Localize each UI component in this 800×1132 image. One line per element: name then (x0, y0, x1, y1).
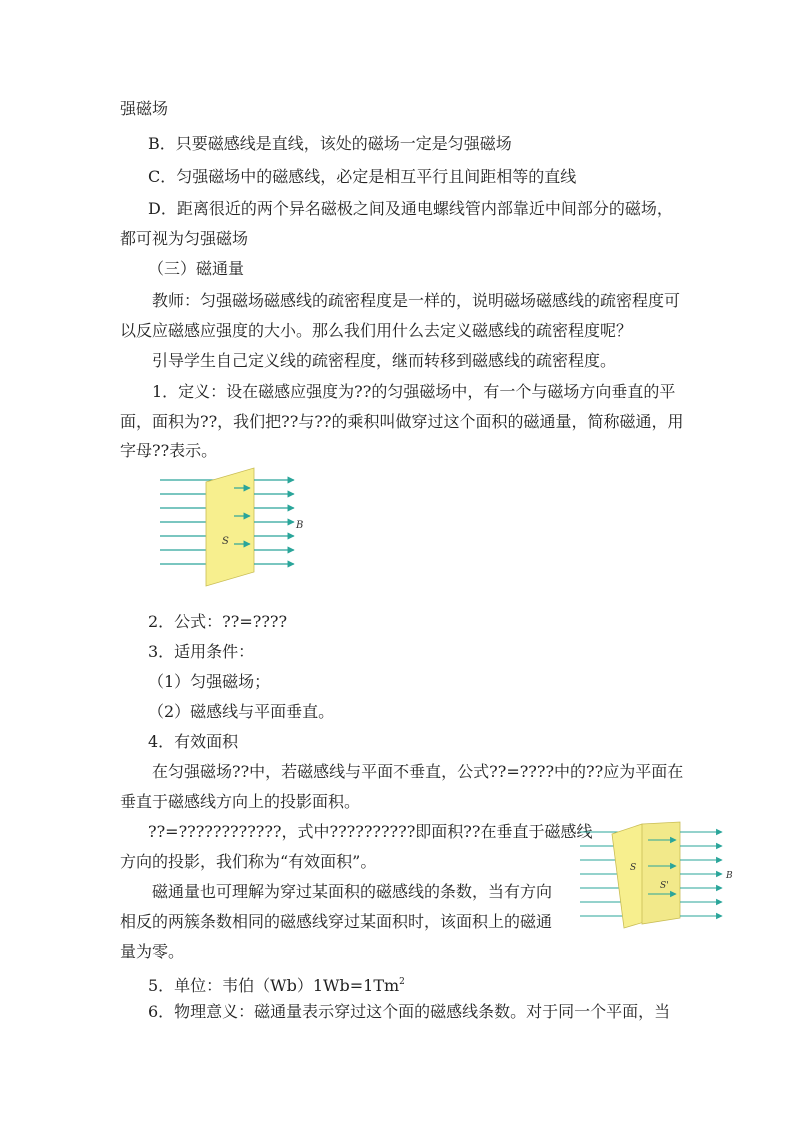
text-line: 3．适用条件： (148, 642, 255, 661)
field-label: B (296, 520, 304, 531)
unit-text: 5．单位：韦伯（Wb）1Wb=1Tm (148, 976, 400, 995)
definition-line: 字母??表示。 (120, 441, 218, 460)
subheading: 4．有效面积 (148, 732, 239, 751)
surface-label: S (222, 536, 229, 547)
option-b: B．只要磁感线是直线，该处的磁场一定是匀强磁场 (148, 134, 512, 153)
section-heading: （三）磁通量 (148, 259, 245, 278)
flux-figure-perpendicular (150, 464, 310, 592)
formula-line: 2．公式：??=???? (148, 612, 288, 631)
text-line: 6．物理意义：磁通量表示穿过这个面的磁感线条数。对于同一个平面，当 (148, 1002, 671, 1021)
text-line: 方向的投影，我们称为“有效面积”。 (120, 852, 377, 871)
unit-exponent: 2 (399, 977, 405, 987)
text-line: ??=????????????，式中??????????即面积??在垂直于磁感线 (148, 822, 593, 841)
text-line: 引导学生自己定义线的疏密程度，继而转移到磁感线的疏密程度。 (152, 351, 617, 370)
surface-label: S (630, 863, 637, 873)
text-line: 在匀强磁场??中，若磁感线与平面不垂直，公式??=????中的??应为平面在 (152, 762, 684, 781)
text-line: 教师：匀强磁场磁感线的疏密程度是一样的，说明磁场磁感线的疏密程度可 (152, 291, 681, 310)
text-line: 强磁场 (120, 99, 169, 118)
condition-1: （1）匀强磁场； (148, 672, 271, 691)
field-label: B (726, 871, 733, 881)
text-line: 量为零。 (120, 942, 185, 961)
text-line: 都可视为匀强磁场 (120, 229, 249, 248)
option-d: D．距离很近的两个异名磁极之间及通电螺线管内部靠近中间部分的磁场， (148, 199, 673, 218)
definition-line: 面，面积为??，我们把??与??的乘积叫做穿过这个面积的磁通量，简称磁通，用 (120, 412, 684, 431)
unit-line (148, 972, 405, 996)
text-line: 垂直于磁感线方向上的投影面积。 (120, 792, 361, 811)
text-line: 磁通量也可理解为穿过某面积的磁感线的条数，当有方向 (152, 882, 553, 901)
condition-2: （2）磁感线与平面垂直。 (148, 702, 335, 721)
definition-line: 1．定义：设在磁感应强度为??的匀强磁场中，有一个与磁场方向垂直的平 (152, 382, 676, 401)
flux-figure-oblique (572, 820, 740, 930)
projection-label: S' (660, 881, 669, 891)
text-line: 以反应磁感应强度的大小。那么我们用什么去定义磁感线的疏密程度呢？ (120, 321, 633, 340)
text-line: 相反的两簇条数相同的磁感线穿过某面积时，该面积上的磁通 (120, 912, 553, 931)
option-c: C．匀强磁场中的磁感线，必定是相互平行且间距相等的直线 (148, 167, 577, 186)
